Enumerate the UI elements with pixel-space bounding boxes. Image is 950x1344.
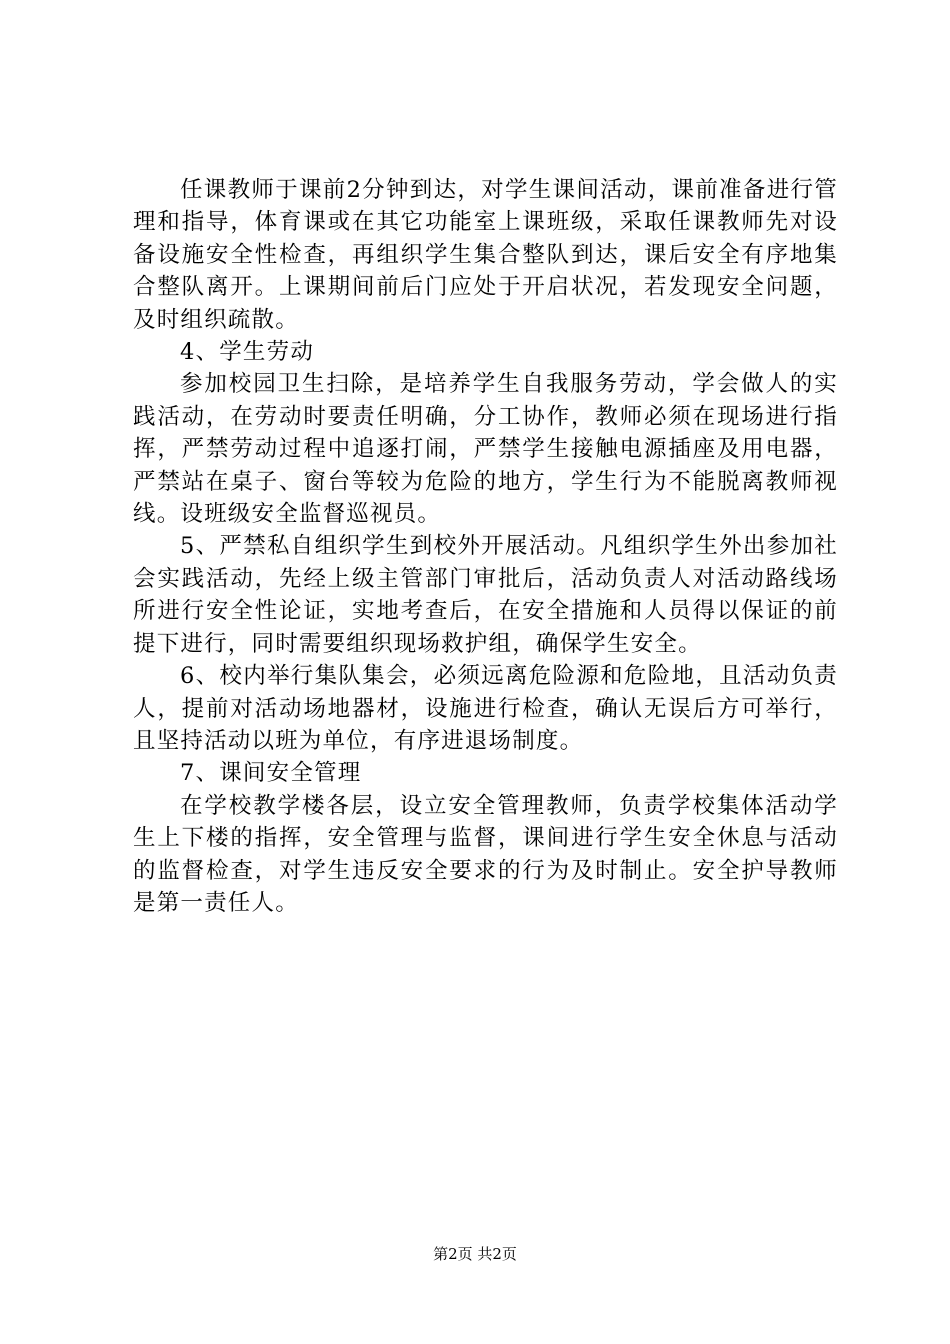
- paragraph-outside-activities: 5、严禁私自组织学生到校外开展活动。凡组织学生外出参加社会实践活动，先经上级主管部门审批后，活动负责人对活动路线场所进行安全性论证，实地考查后，在安全措施和人员得以保证的前提下进行，同时需要组织现场救护组，确保学生安全。: [133, 533, 838, 657]
- document-body: [133, 174, 838, 919]
- paragraph-assembly: 6、校内举行集队集会，必须远离危险源和危险地，且活动负责人，提前对活动场地器材，设施进行检查，确认无误后方可举行，且坚持活动以班为单位，有序进退场制度。: [133, 663, 838, 754]
- paragraph-break-safety: 在学校教学楼各层，设立安全管理教师，负责学校集体活动学生上下楼的指挥，安全管理与监督，课间进行学生安全休息与活动的监督检查，对学生违反安全要求的行为及时制止。安全护导教师是第一责任人。: [133, 792, 838, 916]
- page-number-footer: 第2页 共2页: [433, 1245, 517, 1263]
- paragraph-student-labor: 参加校园卫生扫除，是培养学生自我服务劳动，学会做人的实践活动，在劳动时要责任明确，分工协作，教师必须在现场进行指挥，严禁劳动过程中追逐打闹，严禁学生接触电源插座及用电器，严禁站在桌子、窗台等较为危险的地方，学生行为不能脱离教师视线。设班级安全监督巡视员。: [133, 371, 838, 528]
- heading-student-labor: 4、学生劳动: [180, 339, 315, 366]
- paragraph-class-duty: 任课教师于课前2分钟到达，对学生课间活动，课前准备进行管理和指导，体育课或在其它功能室上课班级，采取任课教师先对设备设施安全性检查，再组织学生集合整队到达，课后安全有序地集合整队离开。上课期间前后门应处于开启状况，若发现安全问题，及时组织疏散。: [133, 177, 838, 333]
- heading-break-safety: 7、课间安全管理: [180, 760, 362, 787]
